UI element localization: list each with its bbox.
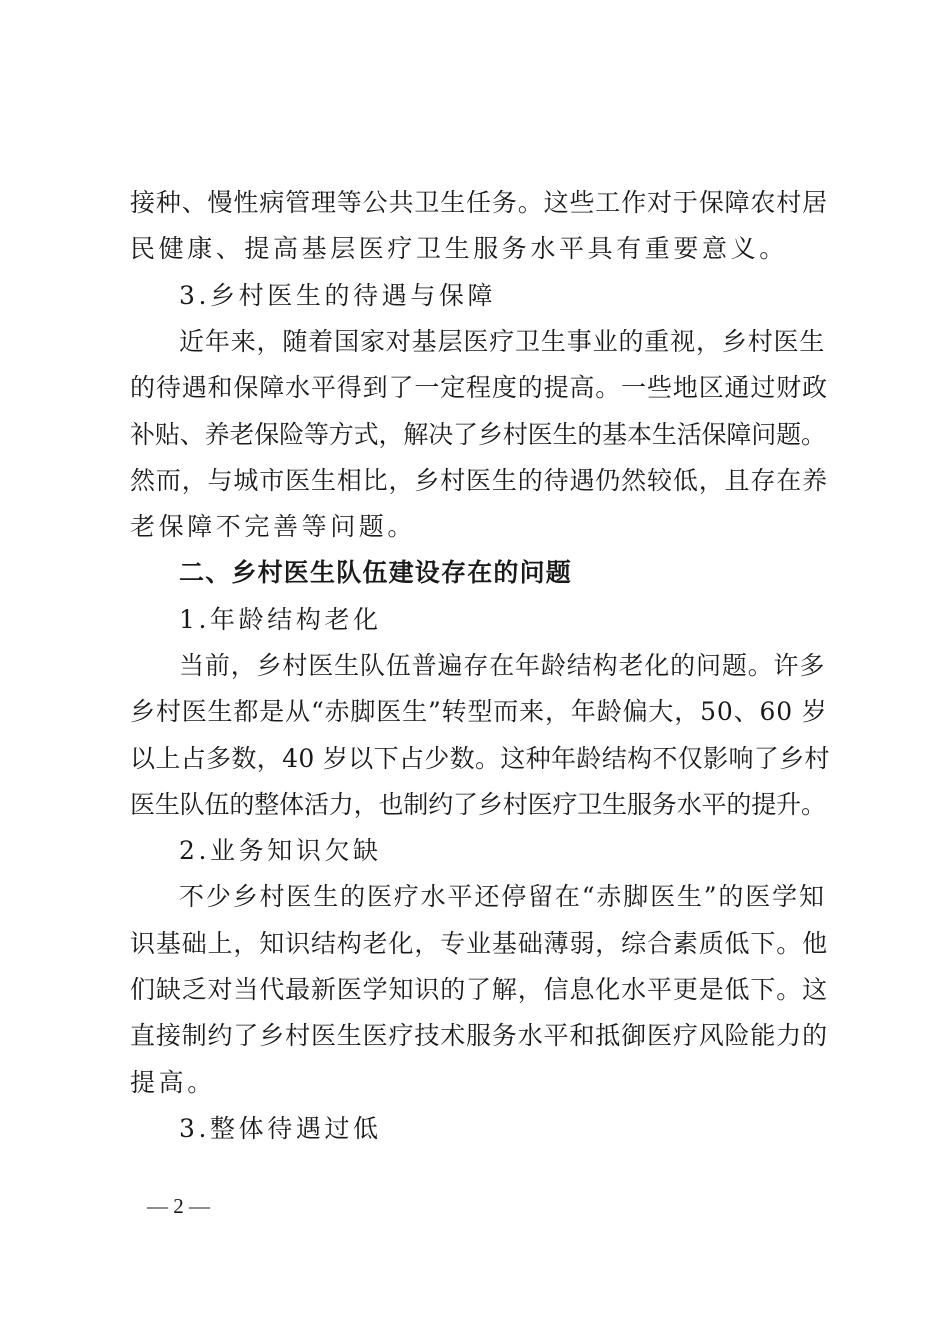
body-text-line: 民健康、提高基层医疗卫生服务水平具有重要意义。 — [130, 234, 788, 263]
body-text-line: 近年来，随着国家对基层医疗卫生事业的重视，乡村医生 — [179, 327, 826, 356]
subsection-heading: 3.整体待遇过低 — [179, 1114, 382, 1143]
body-text-line: 乡村医生都是从“赤脚医生”转型而来，年龄偏大，50、60 岁 — [130, 697, 828, 726]
subsection-heading: 1.年龄结构老化 — [179, 605, 382, 634]
body-text-line: 的待遇和保障水平得到了一定程度的提高。一些地区通过财政 — [130, 373, 828, 402]
body-text-line: 不少乡村医生的医疗水平还停留在“赤脚医生”的医学知 — [179, 882, 826, 911]
body-text-line: 老保障不完善等问题。 — [130, 512, 417, 541]
body-text-line: 识基础上，知识结构老化，专业基础薄弱，综合素质低下。他 — [130, 929, 828, 958]
body-text-line: 提高。 — [130, 1068, 216, 1097]
body-text-line: 以上占多数，40 岁以下占少数。这种年龄结构不仅影响了乡村 — [130, 744, 830, 773]
subsection-heading: 3.乡村医生的待遇与保障 — [179, 281, 497, 310]
body-text-line: 当前，乡村医生队伍普遍存在年龄结构老化的问题。许多 — [179, 651, 826, 680]
body-text-line: 补贴、养老保险等方式，解决了乡村医生的基本生活保障问题。 — [130, 420, 826, 449]
body-text-line: 医生队伍的整体活力，也制约了乡村医疗卫生服务水平的提升。 — [130, 790, 826, 819]
body-text-line: 们缺乏对当代最新医学知识的了解，信息化水平更是低下。这 — [130, 975, 828, 1004]
section-heading: 二、乡村医生队伍建设存在的问题 — [179, 558, 573, 587]
subsection-heading: 2.业务知识欠缺 — [179, 836, 382, 865]
body-text-line: 直接制约了乡村医生医疗技术服务水平和抵御医疗风险能力的 — [130, 1021, 828, 1050]
page-number: — 2 — — [147, 1194, 210, 1218]
body-text-line: 接种、慢性病管理等公共卫生任务。这些工作对于保障农村居 — [130, 188, 828, 217]
body-text-line: 然而，与城市医生相比，乡村医生的待遇仍然较低，且存在养 — [130, 466, 828, 495]
